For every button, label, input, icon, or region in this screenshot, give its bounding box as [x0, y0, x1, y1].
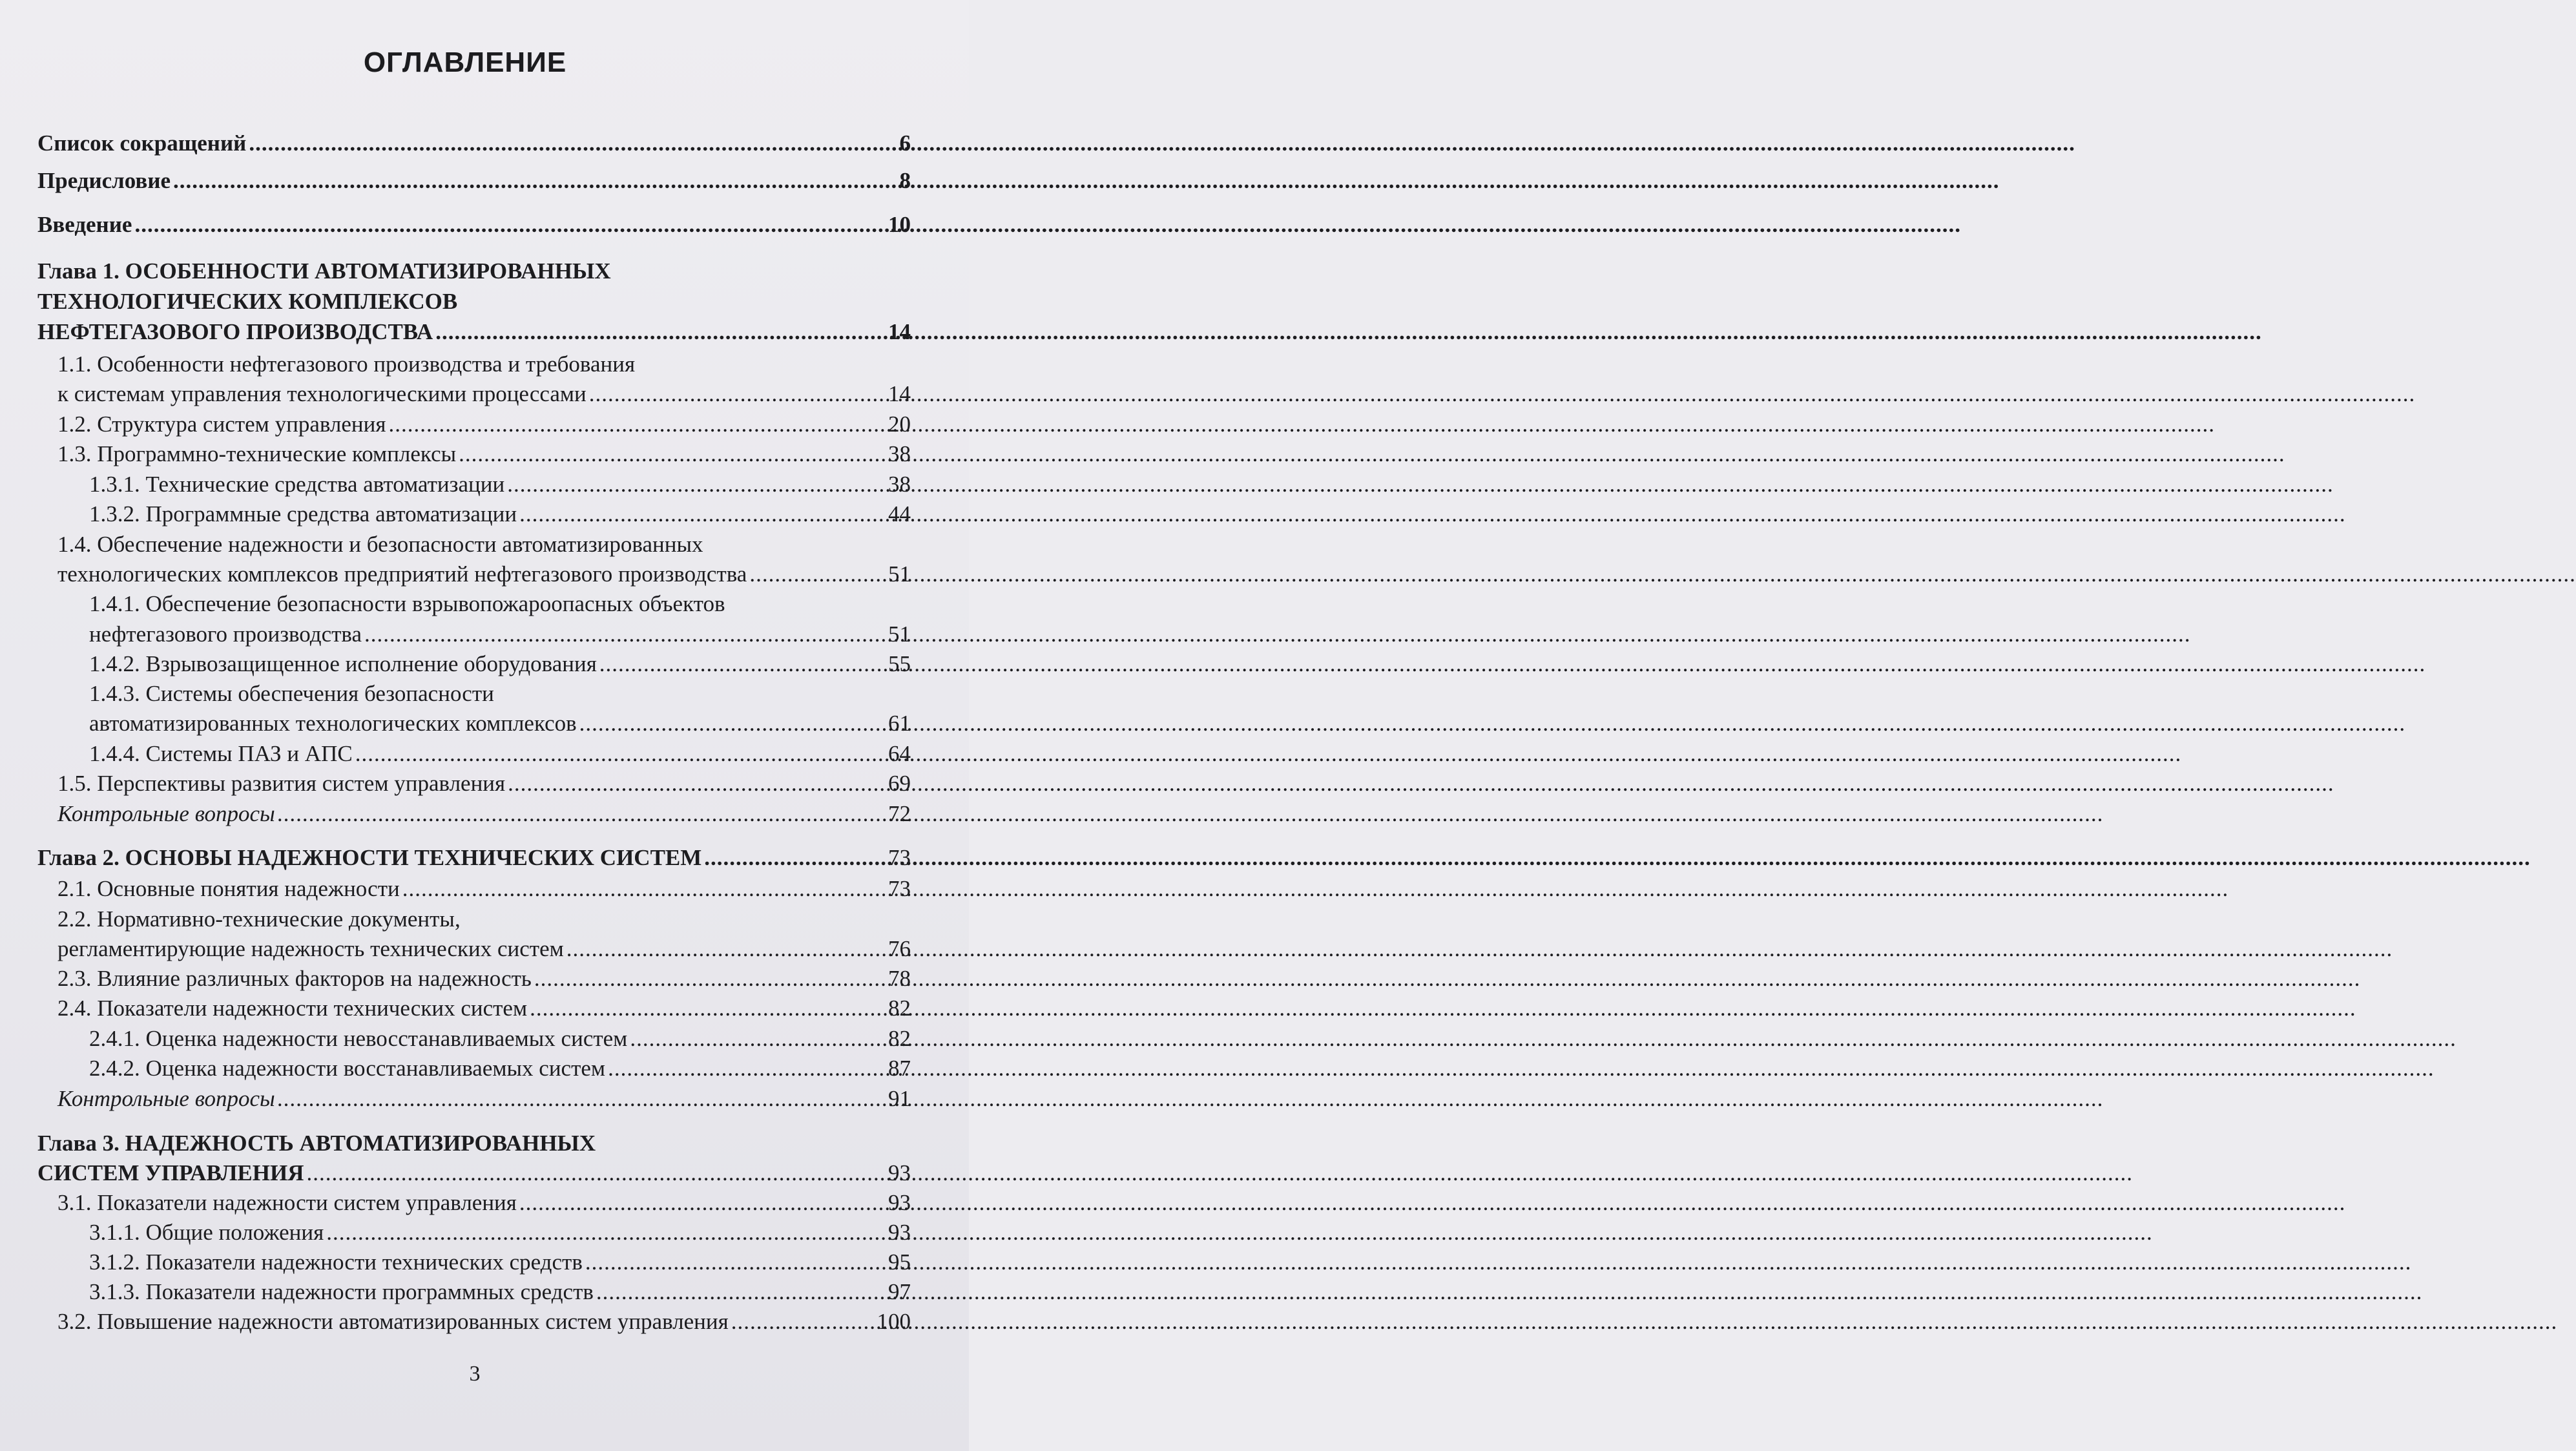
- toc-entry-section-1-1[interactable]: [57, 380, 911, 408]
- toc-entry-title: 2.1. Основные понятия надежности: [57, 876, 400, 901]
- dot-leader: [278, 1085, 886, 1113]
- toc-entry-section-2-1[interactable]: [57, 875, 911, 903]
- toc-entry-section-3-1-1[interactable]: [89, 1218, 911, 1247]
- toc-entry-title: к системам управления технологическими процессами: [57, 381, 587, 406]
- dot-leader: [599, 650, 886, 678]
- dot-leader: [249, 129, 897, 158]
- toc-entry-page: 91: [888, 1086, 911, 1111]
- dot-leader: [278, 800, 886, 828]
- toc-entry-section-2-3[interactable]: [57, 965, 911, 993]
- toc-entry-section-3-1-2[interactable]: [89, 1248, 911, 1277]
- dot-leader: [579, 709, 886, 738]
- toc-entry-section-2-4-1[interactable]: [89, 1025, 911, 1053]
- toc-entry-title: регламентирующие надежность технических систем: [57, 936, 564, 961]
- page-number: 3: [469, 1362, 481, 1386]
- toc-entry-section-1-3-1[interactable]: [89, 470, 911, 499]
- toc-entry-page: 78: [888, 966, 911, 991]
- dot-leader: [596, 1278, 886, 1306]
- toc-entry-page: 14: [888, 381, 911, 406]
- toc-entry-title: 1.4.4. Системы ПАЗ и АПС: [89, 741, 353, 766]
- toc-entry-section-1-3[interactable]: [57, 440, 911, 468]
- toc-entry-title: 1.3. Программно-технические комплексы: [57, 441, 457, 466]
- dot-leader: [585, 1248, 886, 1277]
- toc-entry-section-2-4[interactable]: [57, 994, 911, 1023]
- dot-leader: [630, 1025, 886, 1053]
- toc-entry-section-2-2[interactable]: [57, 935, 911, 963]
- toc-entry-title: 1.3.2. Программные средства автоматизации: [89, 501, 517, 527]
- toc-entry-title: 3.1.2. Показатели надежности технических средств: [89, 1249, 583, 1275]
- dot-leader: [704, 844, 886, 872]
- toc-entry-page: 73: [888, 876, 911, 901]
- toc-entry-title: 1.4.2. Взрывозащищенное исполнение оборудования: [89, 651, 597, 676]
- toc-entry-section-1-4-1[interactable]: [89, 620, 911, 649]
- book-page: [0, 0, 969, 1451]
- toc-entry-introduction[interactable]: [37, 211, 911, 239]
- toc-entry-title: Предисловие: [37, 168, 171, 193]
- toc-section-1-4-1-line-1: 1.4.1. Обеспечение безопасности взрывопожароопасных объектов: [89, 591, 725, 616]
- toc-entry-title: СИСТЕМ УПРАВЛЕНИЯ: [37, 1160, 304, 1185]
- toc-chapter-1-line-2: ТЕХНОЛОГИЧЕСКИХ КОМПЛЕКСОВ: [37, 289, 458, 314]
- toc-entry-title: Глава 2. ОСНОВЫ НАДЕЖНОСТИ ТЕХНИЧЕСКИХ СИСТЕМ: [37, 845, 702, 870]
- toc-entry-section-1-5[interactable]: [57, 769, 911, 798]
- dot-leader: [507, 470, 886, 499]
- toc-entry-section-1-4-2[interactable]: [89, 650, 911, 678]
- toc-entry-page: 69: [888, 771, 911, 796]
- toc-entry-page: 93: [888, 1220, 911, 1245]
- dot-leader: [589, 380, 886, 408]
- toc-entry-title: 1.5. Перспективы развития систем управления: [57, 771, 506, 796]
- toc-entry-section-2-4-2[interactable]: [89, 1054, 911, 1083]
- toc-entry-title: Контрольные вопросы: [57, 801, 275, 826]
- dot-leader: [566, 935, 886, 963]
- toc-entry-title: Введение: [37, 212, 132, 237]
- toc-entry-page: 93: [888, 1160, 911, 1185]
- dot-leader: [519, 1189, 886, 1217]
- toc-entry-questions-2[interactable]: [57, 1085, 911, 1113]
- toc-entry-section-3-1[interactable]: [57, 1189, 911, 1217]
- toc-entry-section-1-4-3[interactable]: [89, 709, 911, 738]
- toc-entry-title: 2.4.2. Оценка надежности восстанавливаемых систем: [89, 1056, 606, 1081]
- toc-entry-section-1-3-2[interactable]: [89, 500, 911, 528]
- toc-entry-page: 93: [888, 1190, 911, 1215]
- toc-section-2-2-line-1: 2.2. Нормативно-технические документы,: [57, 906, 461, 932]
- toc-entry-title: 3.1.3. Показатели надежности программных средств: [89, 1279, 594, 1304]
- toc-entry-section-1-4[interactable]: [57, 560, 911, 589]
- toc-entry-page: 95: [888, 1249, 911, 1275]
- toc-entry-page: 38: [888, 441, 911, 466]
- toc-entry-page: 82: [888, 996, 911, 1021]
- toc-entry-title: 2.4. Показатели надежности технических систем: [57, 996, 528, 1021]
- toc-entry-title: 2.4.1. Оценка надежности невосстанавливаемых систем: [89, 1026, 628, 1051]
- toc-entry-page: 82: [888, 1026, 911, 1051]
- dot-leader: [326, 1218, 886, 1247]
- toc-entry-page: 61: [888, 711, 911, 736]
- dot-leader: [608, 1054, 886, 1083]
- toc-entry-abbreviations[interactable]: [37, 129, 911, 158]
- toc-entry-page: 20: [888, 412, 911, 437]
- toc-entry-page: 100: [877, 1309, 911, 1334]
- dot-leader: [435, 318, 886, 346]
- toc-entry-section-1-2[interactable]: [57, 410, 911, 439]
- toc-entry-title: 1.2. Структура систем управления: [57, 412, 386, 437]
- toc-entry-title: технологических комплексов предприятий нефтегазового производства: [57, 561, 747, 587]
- dot-leader: [749, 560, 886, 589]
- toc-section-1-1-line-1: 1.1. Особенности нефтегазового производства и требования: [57, 351, 636, 377]
- toc-entry-chapter-1[interactable]: [37, 318, 911, 346]
- toc-entry-page: 55: [888, 651, 911, 676]
- dot-leader: [307, 1159, 886, 1187]
- toc-entry-title: 3.1.1. Общие положения: [89, 1220, 324, 1245]
- toc-entry-title: автоматизированных технологических комплексов: [89, 711, 577, 736]
- toc-section-1-4-line-1: 1.4. Обеспечение надежности и безопасности автоматизированных: [57, 532, 703, 557]
- toc-entry-section-3-2[interactable]: [57, 1308, 911, 1336]
- toc-entry-page: 72: [888, 801, 911, 826]
- dot-leader: [731, 1308, 875, 1336]
- dot-leader: [173, 167, 897, 195]
- dot-leader: [388, 410, 886, 439]
- toc-section-1-4-3-line-1: 1.4.3. Системы обеспечения безопасности: [89, 681, 494, 706]
- toc-entry-section-1-4-4[interactable]: [89, 740, 911, 768]
- toc-entry-title: нефтегазового производства: [89, 621, 362, 647]
- toc-entry-title: 3.2. Повышение надежности автоматизированных систем управления: [57, 1309, 729, 1334]
- toc-entry-preface[interactable]: [37, 167, 911, 195]
- toc-chapter-3-line-1: Глава 3. НАДЕЖНОСТЬ АВТОМАТИЗИРОВАННЫХ: [37, 1131, 596, 1156]
- toc-entry-page: 10: [888, 212, 911, 237]
- dot-leader: [519, 500, 886, 528]
- dot-leader: [364, 620, 886, 649]
- dot-leader: [402, 875, 886, 903]
- toc-entry-page: 97: [888, 1279, 911, 1304]
- toc-entry-page: 14: [888, 319, 911, 344]
- dot-leader: [459, 440, 886, 468]
- dot-leader: [355, 740, 886, 768]
- toc-entry-title: Список сокращений: [37, 130, 247, 156]
- toc-entry-chapter-3[interactable]: [37, 1159, 911, 1187]
- toc-entry-section-3-1-3[interactable]: [89, 1278, 911, 1306]
- toc-entry-page: 73: [888, 845, 911, 870]
- dot-leader: [508, 769, 886, 798]
- toc-entry-page: 6: [899, 130, 911, 156]
- toc-entry-title: 1.3.1. Технические средства автоматизации: [89, 472, 505, 497]
- toc-entry-title: 3.1. Показатели надежности систем управления: [57, 1190, 517, 1215]
- toc-entry-title: Контрольные вопросы: [57, 1086, 275, 1111]
- toc-entry-page: 76: [888, 936, 911, 961]
- toc-entry-chapter-2[interactable]: [37, 844, 911, 872]
- dot-leader: [534, 965, 886, 993]
- toc-entry-questions-1[interactable]: [57, 800, 911, 828]
- toc-entry-page: 87: [888, 1056, 911, 1081]
- toc-entry-page: 64: [888, 741, 911, 766]
- toc-entry-page: 51: [888, 561, 911, 587]
- page-title: ОГЛАВЛЕНИЕ: [363, 47, 567, 78]
- toc-entry-page: 44: [888, 501, 911, 527]
- toc-entry-title: 2.3. Влияние различных факторов на надежность: [57, 966, 532, 991]
- dot-leader: [134, 211, 886, 239]
- toc-entry-page: 51: [888, 621, 911, 647]
- toc-chapter-1-line-1: Глава 1. ОСОБЕННОСТИ АВТОМАТИЗИРОВАННЫХ: [37, 258, 611, 284]
- toc-entry-title: НЕФТЕГАЗОВОГО ПРОИЗВОДСТВА: [37, 319, 433, 344]
- dot-leader: [530, 994, 886, 1023]
- toc-entry-page: 38: [888, 472, 911, 497]
- toc-entry-page: 8: [899, 168, 911, 193]
